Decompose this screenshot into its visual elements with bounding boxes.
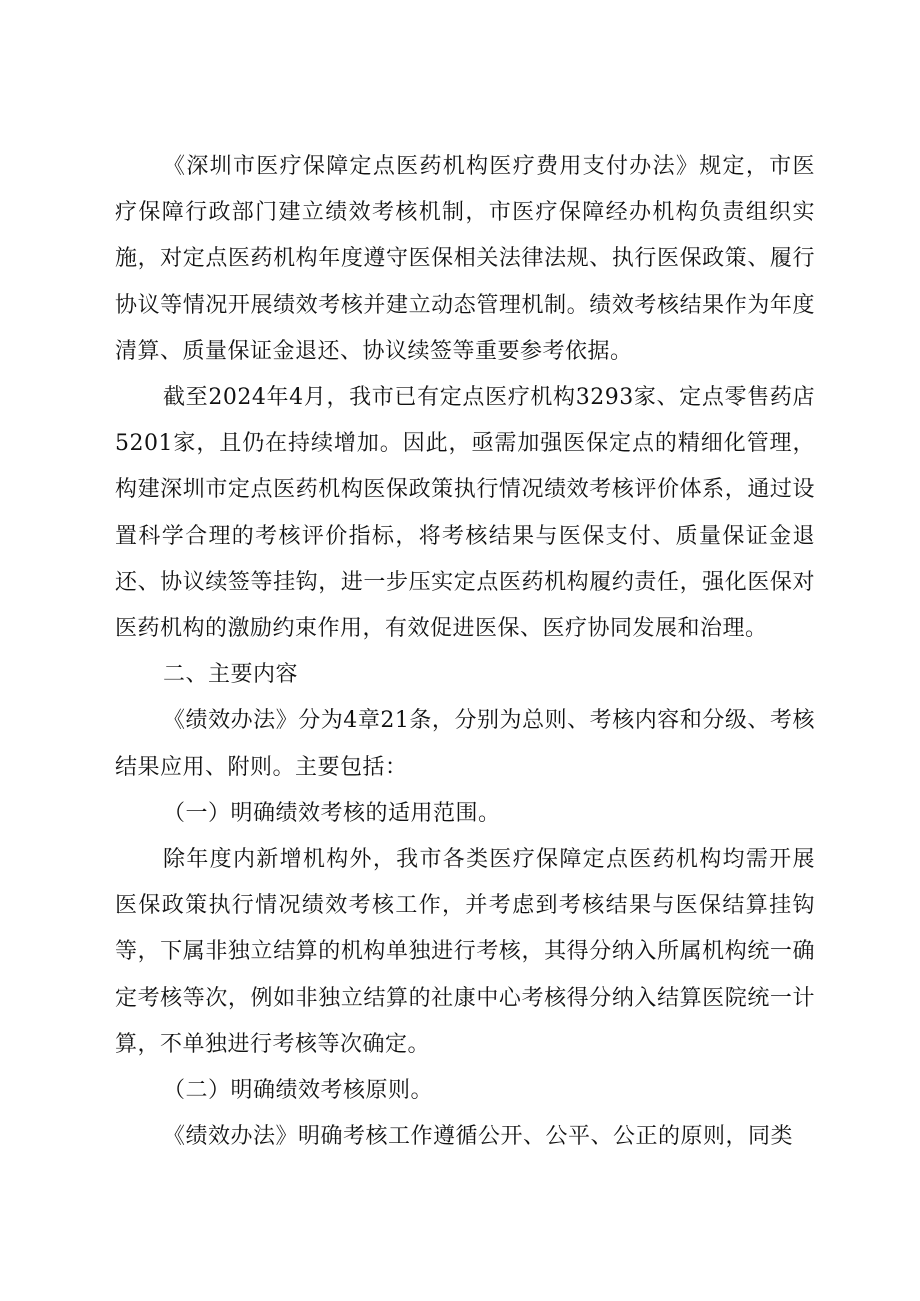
paragraph-measures-overview: 《绩效办法》分为4章21条，分别为总则、考核内容和分级、考核结果应用、附则。主要包括： xyxy=(115,708,815,780)
document-body xyxy=(115,144,815,1160)
subheading-scope: （一）明确绩效考核的适用范围。 xyxy=(163,800,501,826)
subheading-principles: （二）明确绩效考核原则。 xyxy=(163,1078,434,1104)
paragraph-current-status: 截至2024年4月，我市已有定点医疗机构3293家、定点零售药店5201家，且仍在持续增加。因此，亟需加强医保定点的精细化管理，构建深圳市定点医药机构医保政策执行情况绩效考核评价体系，通过设置科学合理的考核评价指标，将考核结果与医保支付、质量保证金退还、协议续签等挂钩，进一步压实定点医药机构履约责任，强化医保对医药机构的激励约束作用，有效促进医保、医疗协同发展和治理。 xyxy=(115,385,815,642)
paragraph-policy-background: 《深圳市医疗保障定点医药机构医疗费用支付办法》规定，市医疗保障行政部门建立绩效考核机制，市医疗保障经办机构负责组织实施，对定点医药机构年度遵守医保相关法律法规、执行医保政策、履行协议等情况开展绩效考核并建立动态管理机制。绩效考核结果作为年度清算、质量保证金退还、协议续签等重要参考依据。 xyxy=(115,154,815,364)
section-heading-main-content: 二、主要内容 xyxy=(163,662,299,688)
paragraph-principles: 《绩效办法》明确考核工作遵循公开、公平、公正的原则，同类 xyxy=(163,1124,794,1150)
paragraph-scope: 除年度内新增机构外，我市各类医疗保障定点医药机构均需开展医保政策执行情况绩效考核工作，并考虑到考核结果与医保结算挂钩等，下属非独立结算的机构单独进行考核，其得分纳入所属机构统一确定考核等次，例如非独立结算的社康中心考核得分纳入结算医院统一计算，不单独进行考核等次确定。 xyxy=(115,847,815,1057)
